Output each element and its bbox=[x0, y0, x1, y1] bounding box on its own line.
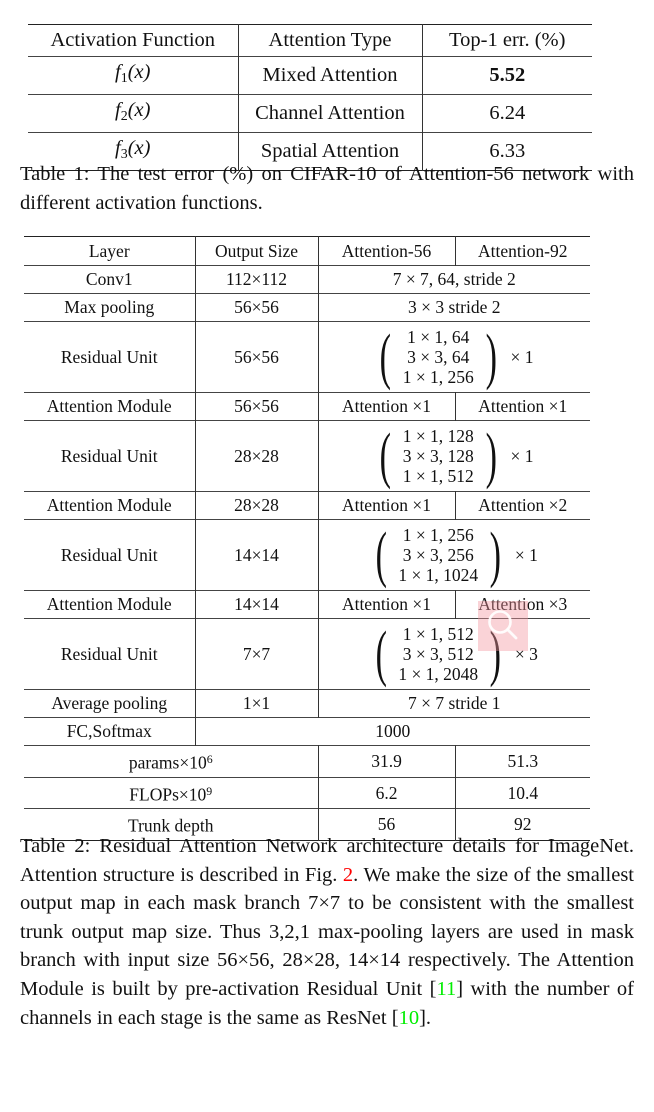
matrix-group bbox=[375, 421, 533, 491]
table1-cell-attention-type: Spatial Attention bbox=[238, 132, 422, 170]
matrix-row: 1 × 1, 1024 bbox=[398, 565, 479, 585]
caption-text-part2: . We make the size of the smallest output map in each mask branch 7×7 to be consistent with the smallest trunk output map size. Thus 3,2,1 max-pooling layers are used in mask branch with input size 56×56, 28×28, 14×14 respectively. The Attention Module is built by pre-activation Residual Unit [ bbox=[20, 863, 634, 1000]
matrix-row: 1 × 1, 512 bbox=[402, 624, 474, 644]
table2-cell-attention-92: 10.4 bbox=[455, 777, 590, 809]
stat-label-text: params×10 bbox=[128, 752, 207, 773]
caption-text-part4: ]. bbox=[419, 1006, 432, 1029]
table1-header-activation-function: Activation Function bbox=[50, 29, 216, 51]
table2-cell-attention-56: 56 bbox=[318, 809, 455, 841]
math-argument: (x) bbox=[127, 136, 151, 159]
math-function-name: f bbox=[115, 136, 121, 159]
matrix-row: 1 × 1, 64 bbox=[407, 327, 470, 347]
caption-label: Table 2: bbox=[20, 835, 91, 857]
stat-label-exponent: 6 bbox=[206, 752, 213, 766]
table2-cell-output-size: 56×56 bbox=[195, 322, 318, 393]
table2-cell-attention-92: Attention ×1 bbox=[455, 393, 590, 421]
table2-cell-output-size: 14×14 bbox=[195, 520, 318, 591]
figure-reference-link[interactable]: 2 bbox=[342, 863, 354, 886]
math-argument: (x) bbox=[127, 61, 151, 83]
table2-cell-layer: Residual Unit bbox=[60, 346, 158, 367]
table2-cell-attention-92: Attention ×2 bbox=[455, 492, 590, 520]
table-1-container bbox=[28, 24, 592, 171]
caption-text-part1: Residual Attention Network architecture details for ImageNet. Attention structure is described in Fig. bbox=[20, 835, 634, 886]
table2-cell-output-size: 112×112 bbox=[195, 266, 318, 294]
table2-cell-output-size: 28×28 bbox=[195, 421, 318, 492]
math-subscript: 1 bbox=[120, 70, 128, 86]
table2-cell-output-size: 56×56 bbox=[195, 294, 318, 322]
table2-cell-layer: Attention Module bbox=[46, 594, 172, 614]
table2-cell-attention-92: Attention ×3 bbox=[455, 591, 590, 619]
table2-cell-span-wide: 1000 bbox=[195, 718, 590, 746]
table-1 bbox=[28, 24, 592, 171]
table-2 bbox=[24, 236, 590, 841]
table2-cell-layer: Residual Unit bbox=[60, 643, 158, 664]
table-row bbox=[24, 237, 590, 266]
right-paren-glyph: ) bbox=[485, 323, 497, 391]
matrix-row: 3 × 3, 64 bbox=[407, 347, 470, 367]
table2-cell-layer: Attention Module bbox=[46, 495, 172, 515]
left-paren-glyph: ( bbox=[375, 620, 387, 688]
table1-header-top1-err: Top-1 err. (%) bbox=[422, 25, 592, 57]
table2-cell-residual-matrix bbox=[318, 421, 590, 492]
table2-header-layer: Layer bbox=[88, 241, 130, 261]
right-paren-glyph: ) bbox=[485, 422, 497, 490]
table2-cell-output-size: 1×1 bbox=[195, 690, 318, 718]
table2-cell-span: 7 × 7, 64, stride 2 bbox=[318, 266, 590, 294]
math-function-name: f bbox=[115, 98, 121, 121]
math-argument: (x) bbox=[127, 98, 151, 121]
table2-cell-attention-92: 51.3 bbox=[455, 746, 590, 778]
table-row bbox=[24, 393, 590, 421]
table-2-caption bbox=[20, 832, 634, 1032]
table2-cell-layer: Residual Unit bbox=[60, 544, 158, 565]
table-row bbox=[24, 619, 590, 690]
table2-cell-output-size: 14×14 bbox=[195, 591, 318, 619]
matrix-multiplier: × 1 bbox=[514, 544, 538, 565]
table1-cell-attention-type: Channel Attention bbox=[238, 94, 422, 132]
table1-cell-function bbox=[28, 57, 238, 95]
matrix-row: 3 × 3, 512 bbox=[402, 644, 474, 664]
table2-header-attention-92: Attention-92 bbox=[455, 237, 590, 266]
table2-cell-output-size: 7×7 bbox=[195, 619, 318, 690]
table2-cell-layer: Max pooling bbox=[64, 297, 155, 317]
math-function-name: f bbox=[115, 61, 121, 83]
table2-cell-residual-matrix bbox=[318, 619, 590, 690]
table1-cell-top1-err: 6.24 bbox=[422, 94, 592, 132]
table2-cell-layer: Average pooling bbox=[51, 693, 168, 713]
math-subscript: 3 bbox=[120, 146, 128, 162]
table-2-container bbox=[24, 236, 590, 841]
left-paren-glyph: ( bbox=[379, 422, 392, 490]
table2-cell-attention-56: 31.9 bbox=[318, 746, 455, 778]
table2-cell-stat-label bbox=[24, 746, 318, 778]
caption-text-part3: ] with the number of channels in each stage is the same as ResNet [ bbox=[20, 977, 634, 1029]
stat-label-exponent: 9 bbox=[206, 783, 213, 798]
citation-link-11[interactable]: 11 bbox=[436, 977, 457, 1000]
table1-header-attention-type: Attention Type bbox=[238, 25, 422, 57]
table-row bbox=[24, 718, 590, 746]
table-row bbox=[28, 57, 592, 95]
table2-cell-attention-92: 92 bbox=[455, 809, 590, 841]
table-row bbox=[24, 421, 590, 492]
table-row bbox=[24, 591, 590, 619]
matrix-row: 1 × 1, 128 bbox=[402, 426, 474, 446]
right-paren-glyph: ) bbox=[489, 521, 502, 589]
table2-cell-output-size: 56×56 bbox=[195, 393, 318, 421]
table2-cell-attention-56: Attention ×1 bbox=[318, 492, 455, 520]
matrix-rows bbox=[398, 624, 478, 684]
table2-cell-residual-matrix bbox=[318, 322, 590, 393]
table-row bbox=[24, 520, 590, 591]
matrix-row: 1 × 1, 256 bbox=[402, 525, 474, 545]
matrix-multiplier: × 1 bbox=[510, 346, 534, 367]
matrix-row: 3 × 3, 128 bbox=[402, 446, 474, 466]
left-paren-glyph: ( bbox=[379, 323, 392, 391]
matrix-rows bbox=[403, 426, 474, 486]
matrix-row: 1 × 1, 256 bbox=[402, 367, 474, 387]
table-row bbox=[24, 266, 590, 294]
caption-text: The test error (%) on CIFAR-10 of Attention-56 network with different activation functions. bbox=[20, 163, 634, 214]
matrix-row: 1 × 1, 2048 bbox=[398, 664, 479, 684]
right-paren-glyph: ) bbox=[489, 620, 502, 688]
table2-cell-attention-56: Attention ×1 bbox=[318, 393, 455, 421]
table-row bbox=[24, 322, 590, 393]
table-row bbox=[24, 492, 590, 520]
table-row bbox=[24, 690, 590, 718]
table2-cell-layer: Conv1 bbox=[85, 269, 133, 289]
table2-cell-span: 3 × 3 stride 2 bbox=[318, 294, 590, 322]
table-row bbox=[24, 746, 590, 778]
table1-cell-top1-err: 6.33 bbox=[422, 132, 592, 170]
table-row bbox=[28, 25, 592, 57]
matrix-multiplier: × 1 bbox=[510, 445, 534, 466]
table-row bbox=[24, 777, 590, 809]
table2-cell-span: 7 × 7 stride 1 bbox=[318, 690, 590, 718]
table2-cell-layer: Residual Unit bbox=[60, 445, 158, 466]
caption-label: Table 1: bbox=[20, 163, 90, 185]
matrix-group bbox=[371, 619, 538, 689]
matrix-rows bbox=[398, 525, 478, 585]
table2-cell-layer: Attention Module bbox=[46, 396, 172, 416]
table2-cell-output-size: 28×28 bbox=[195, 492, 318, 520]
citation-link-10[interactable]: 10 bbox=[398, 1006, 420, 1029]
matrix-group bbox=[375, 322, 533, 392]
table-1-caption bbox=[20, 160, 634, 217]
matrix-row: 1 × 1, 512 bbox=[402, 466, 474, 486]
math-subscript: 2 bbox=[120, 108, 128, 124]
stat-label-text: FLOPs×10 bbox=[129, 784, 207, 805]
table-row bbox=[24, 294, 590, 322]
table2-header-output-size: Output Size bbox=[195, 237, 318, 266]
matrix-multiplier: × 3 bbox=[514, 643, 538, 664]
table2-cell-residual-matrix bbox=[318, 520, 590, 591]
table2-cell-attention-56: 6.2 bbox=[318, 777, 455, 809]
table2-cell-layer: FC,Softmax bbox=[66, 721, 152, 741]
table2-cell-stat-label bbox=[24, 777, 318, 809]
table-row bbox=[28, 94, 592, 132]
table1-cell-function bbox=[28, 94, 238, 132]
table1-cell-attention-type: Mixed Attention bbox=[238, 57, 422, 95]
matrix-rows bbox=[403, 327, 474, 387]
matrix-row: 3 × 3, 256 bbox=[402, 545, 474, 565]
stat-label-text: Trunk depth bbox=[128, 816, 214, 837]
left-paren-glyph: ( bbox=[375, 521, 387, 589]
matrix-group bbox=[371, 520, 538, 590]
table2-cell-attention-56: Attention ×1 bbox=[318, 591, 455, 619]
table1-cell-top1-err: 5.52 bbox=[422, 57, 592, 95]
table2-header-attention-56: Attention-56 bbox=[318, 237, 455, 266]
